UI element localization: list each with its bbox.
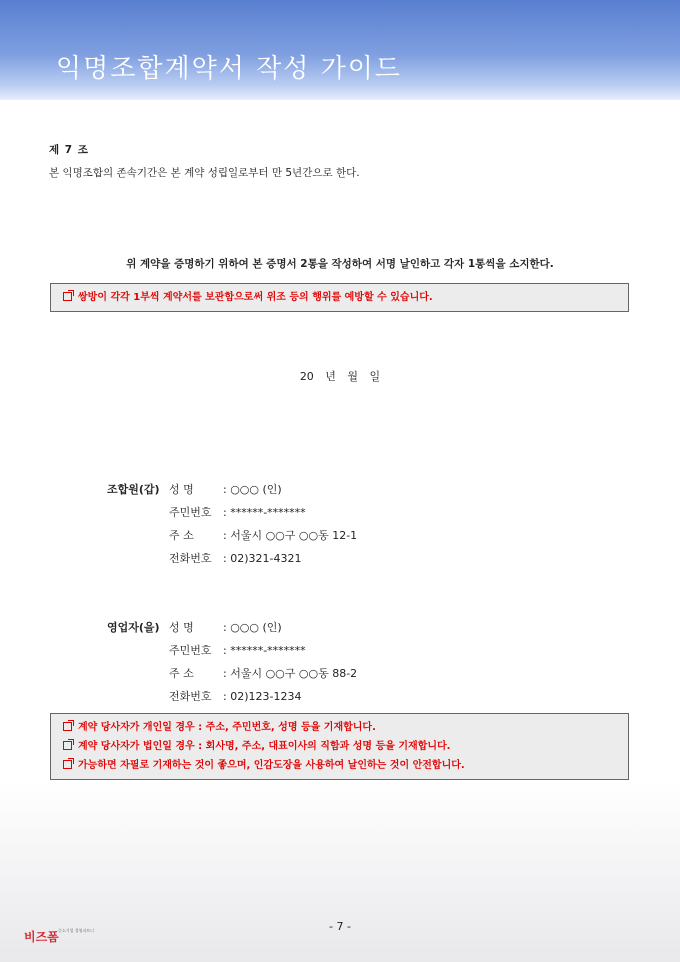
page-number: - 7 - xyxy=(329,920,351,933)
field-label: 주 소 xyxy=(169,529,194,542)
article-heading: 제 7 조 xyxy=(49,144,89,156)
document-title: 익명조합계약서 작성 가이드 xyxy=(56,54,402,84)
header-banner xyxy=(0,0,680,100)
field-label: 전화번호 xyxy=(169,690,212,703)
note-text: 쌍방이 각각 1부씩 계약서를 보관함으로써 위조 등의 행위를 예방할 수 있습니다. xyxy=(78,292,433,303)
note-box-party-info xyxy=(50,713,629,780)
note-text: 계약 당사자가 개인일 경우 : 주소, 주민번호, 성명 등을 기재합니다. xyxy=(78,722,376,733)
party-b-role: 영업자(을) xyxy=(107,621,160,634)
field-value: : ******-******* xyxy=(223,506,306,519)
party-b-id-row xyxy=(169,642,306,658)
field-value: : 02)123-1234 xyxy=(223,690,302,703)
field-value: : ○○○ (인) xyxy=(223,621,282,634)
note-line xyxy=(63,718,616,737)
contract-date: 20 년 월 일 xyxy=(299,370,381,383)
field-value: : 서울시 ○○구 ○○동 12-1 xyxy=(223,529,358,542)
field-value: : 02)321-4321 xyxy=(223,552,302,565)
pledge-statement: 위 계약을 증명하기 위하여 본 증명서 2통을 작성하여 서명 날인하고 각자 1통씩을 소지한다. xyxy=(126,258,554,270)
party-b-address-row xyxy=(169,665,357,681)
footer-background xyxy=(0,780,680,962)
field-label: 주 소 xyxy=(169,667,194,680)
note-text: 가능하면 자필로 기재하는 것이 좋으며, 인감도장을 사용하여 날인하는 것이 안전합니다. xyxy=(78,760,465,771)
field-label: 주민번호 xyxy=(169,644,212,657)
article-text: 본 익명조합의 존속기간은 본 계약 성립일로부터 만 5년간으로 한다. xyxy=(49,167,360,179)
note-line xyxy=(63,288,616,307)
party-a-role: 조합원(갑) xyxy=(107,483,160,496)
note-line xyxy=(63,756,616,775)
party-b-phone-row xyxy=(169,688,301,704)
party-b-name-row xyxy=(169,619,282,635)
field-value: : ******-******* xyxy=(223,644,306,657)
note-line xyxy=(63,737,616,756)
note-box-storage xyxy=(50,283,629,312)
field-label: 성 명 xyxy=(169,483,194,496)
note-pointer-icon xyxy=(63,760,72,769)
note-pointer-icon xyxy=(63,741,72,750)
field-value: : 서울시 ○○구 ○○동 88-2 xyxy=(223,667,358,680)
note-pointer-icon xyxy=(63,292,72,301)
logo-tagline: 중소기업 경영파트너 xyxy=(58,928,95,933)
field-label: 전화번호 xyxy=(169,552,212,565)
logo-wordmark: 비즈폼 xyxy=(24,930,59,944)
field-value: : ○○○ (인) xyxy=(223,483,282,496)
note-text: 계약 당사자가 법인일 경우 : 회사명, 주소, 대표이사의 직함과 성명 등을 기재합니다. xyxy=(78,741,451,752)
party-a-name-row xyxy=(169,481,282,497)
party-a-address-row xyxy=(169,527,357,543)
field-label: 성 명 xyxy=(169,621,194,634)
party-a-id-row xyxy=(169,504,306,520)
field-label: 주민번호 xyxy=(169,506,212,519)
note-pointer-icon xyxy=(63,722,72,731)
party-a-phone-row xyxy=(169,550,301,566)
